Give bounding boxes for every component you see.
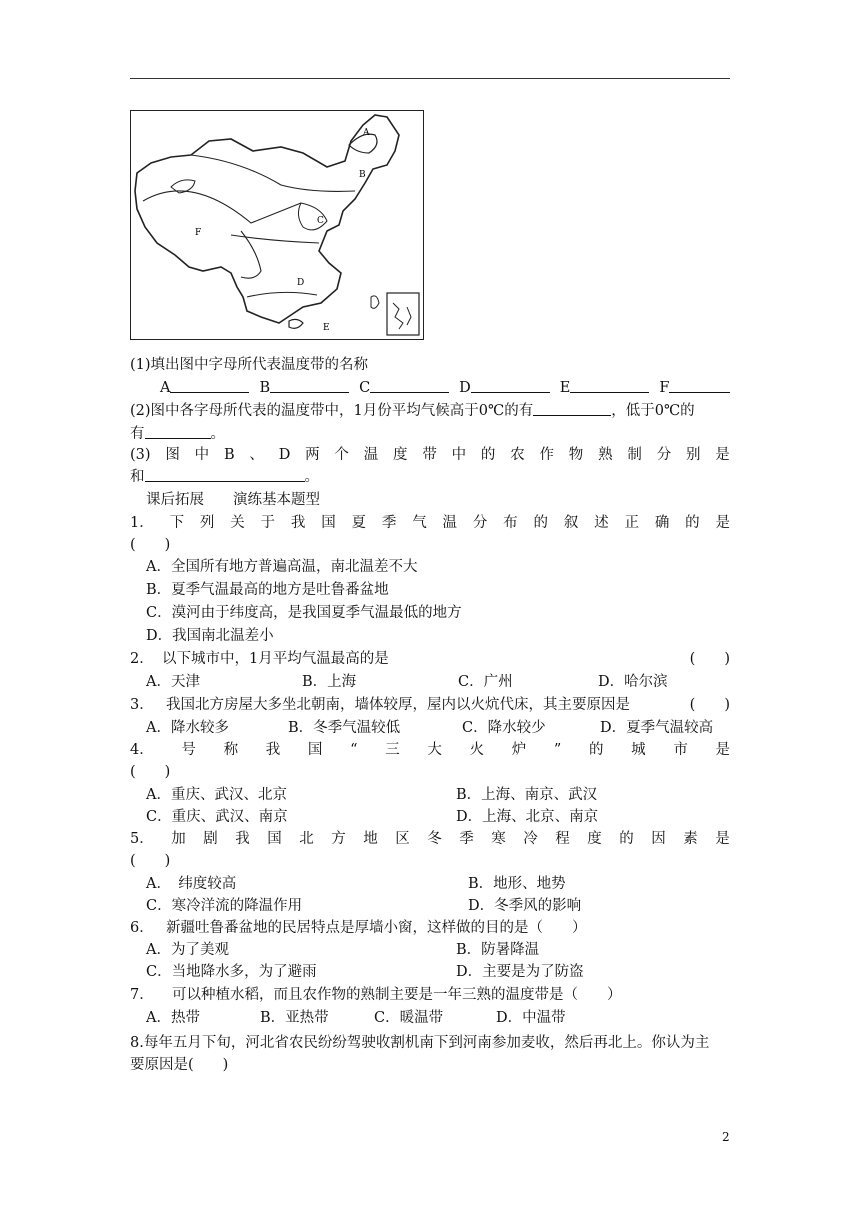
stem-char: 国 bbox=[307, 742, 323, 758]
question-1-answer-paren[interactable]: ( ) bbox=[130, 537, 171, 553]
stem-char: 气 bbox=[412, 515, 427, 531]
question-number: 1． bbox=[130, 515, 154, 531]
stem-char: 大 bbox=[427, 742, 442, 758]
stem-char: 区 bbox=[395, 831, 410, 847]
q1-blank-e[interactable] bbox=[570, 378, 649, 393]
stem-char: 我 bbox=[235, 831, 250, 847]
stem-char: “ bbox=[350, 742, 358, 758]
stem-char: 夏 bbox=[351, 515, 367, 531]
question-2-stem bbox=[130, 649, 730, 669]
stem-char: 加 bbox=[171, 831, 186, 847]
stem-char: 三 bbox=[385, 742, 400, 758]
china-temperature-zone-map bbox=[130, 110, 424, 340]
question-8-stem bbox=[130, 1033, 730, 1053]
page-number: 2 bbox=[722, 1130, 730, 1144]
question-5-options-row-2 bbox=[146, 896, 730, 916]
stem-char: 称 bbox=[223, 742, 239, 758]
question-number: 4． bbox=[130, 742, 154, 758]
zone-label-e: E bbox=[323, 323, 330, 333]
stem-char: 我 bbox=[265, 742, 281, 758]
zone-label-c: C bbox=[317, 216, 324, 226]
question-6-options-row-2 bbox=[146, 962, 730, 982]
q1-blank-d[interactable] bbox=[471, 378, 550, 393]
question-7-text: 可以种植水稻，而且农作物的熟制主要是一年三熟的温度带是（ ） bbox=[172, 987, 622, 1003]
q1-text: (1)填出图中字母所代表温度带的名称 bbox=[130, 357, 369, 373]
stem-char: 的 bbox=[588, 742, 604, 758]
q3-char: 别 bbox=[685, 447, 701, 463]
q3-char: B bbox=[223, 447, 235, 463]
question-6-option-a[interactable]: A．为了美观 bbox=[146, 942, 229, 958]
question-4-option-a[interactable]: A．重庆、武汉、北京 bbox=[146, 787, 287, 803]
stem-char: 北 bbox=[299, 831, 314, 847]
question-4-option-d[interactable]: D．上海、北京、南京 bbox=[456, 809, 599, 825]
stem-char: 述 bbox=[594, 515, 609, 531]
question-number: 2． bbox=[130, 651, 154, 667]
question-7-option-d[interactable]: D．中温带 bbox=[496, 1010, 566, 1026]
zone-label-d: D bbox=[297, 278, 305, 288]
question-number: 8. bbox=[130, 1035, 144, 1051]
stem-char: 素 bbox=[683, 831, 698, 847]
stem-char: 冷 bbox=[523, 831, 538, 847]
question-4-option-c[interactable]: C．重庆、武汉、南京 bbox=[146, 809, 288, 825]
question-2-answer-paren[interactable]: ( ) bbox=[689, 651, 730, 667]
question-2-option-d[interactable]: D．哈尔滨 bbox=[598, 674, 668, 690]
q1-label-d: D bbox=[459, 380, 471, 396]
q3-text-end: 。 bbox=[304, 469, 319, 485]
q1-blank-a[interactable] bbox=[170, 378, 249, 393]
question-7-option-c[interactable]: C．暖温带 bbox=[374, 1010, 444, 1026]
q2-text-b: ，低于0℃的 bbox=[611, 403, 695, 419]
stem-char: 的 bbox=[619, 831, 634, 847]
question-2-text: 以下城市中，1月平均气温最高的是 bbox=[162, 651, 389, 667]
question-4-option-b[interactable]: B．上海、南京、武汉 bbox=[456, 787, 598, 803]
zone-label-a: A bbox=[363, 128, 370, 138]
question-5-option-a[interactable]: A． 纬度较高 bbox=[146, 876, 237, 892]
question-8-text-line1: 每年五月下旬，河北省农民纷纷驾驶收割机南下到河南参加麦收，然后再北上。你认为主 bbox=[143, 1035, 710, 1051]
question-2-options bbox=[146, 672, 730, 692]
q1-blank-c[interactable] bbox=[370, 378, 449, 393]
stem-char: 是 bbox=[715, 831, 730, 847]
stem-char: 国 bbox=[267, 831, 282, 847]
question-2-option-b[interactable]: B．上海 bbox=[302, 674, 357, 690]
question-number: 3． bbox=[130, 697, 154, 713]
q2-row bbox=[130, 401, 730, 421]
q3-char: 物 bbox=[568, 447, 584, 463]
q3-char: 图 bbox=[165, 447, 180, 463]
stem-char: 正 bbox=[624, 515, 639, 531]
question-1-option-a[interactable]: A．全国所有地方普遍高温，南北温差不大 bbox=[146, 559, 418, 575]
question-5-option-c[interactable]: C．寒冷洋流的降温作用 bbox=[146, 898, 303, 914]
stem-char: 城 bbox=[631, 742, 646, 758]
question-3-answer-paren[interactable]: ( ) bbox=[689, 697, 730, 713]
q1-label-c: C bbox=[359, 380, 371, 396]
stem-char: 市 bbox=[673, 742, 688, 758]
question-5-answer-paren[interactable]: ( ) bbox=[130, 853, 171, 869]
stem-char: 火 bbox=[469, 742, 485, 758]
q3-text-and: 和 bbox=[130, 469, 145, 485]
q3-blank-crop-maturity[interactable] bbox=[145, 467, 305, 482]
q3-char: 分 bbox=[656, 447, 672, 463]
q3-char: 个 bbox=[334, 447, 349, 463]
question-1-stem bbox=[130, 513, 730, 533]
question-5-options-row-1 bbox=[146, 874, 730, 894]
q2-text-a: (2)图中各字母所代表的温度带中，1月份平均气候高于0℃的有 bbox=[130, 403, 534, 419]
q3-char: 的 bbox=[480, 447, 496, 463]
stem-char: 剧 bbox=[203, 831, 218, 847]
question-4-answer-paren[interactable]: ( ) bbox=[130, 764, 171, 780]
question-3-option-a[interactable]: A．降水较多 bbox=[146, 720, 229, 736]
question-4-stem bbox=[130, 740, 730, 760]
question-1-option-b[interactable]: B．夏季气温最高的地方是吐鲁番盆地 bbox=[146, 582, 389, 598]
stem-char: 因 bbox=[651, 831, 666, 847]
stem-char: 炉 bbox=[511, 742, 527, 758]
q3-char: 熟 bbox=[598, 447, 613, 463]
q1-label-a: A bbox=[160, 380, 171, 396]
stem-char: 国 bbox=[321, 515, 336, 531]
q2-text-c: 有 bbox=[130, 426, 145, 442]
stem-char: ” bbox=[553, 742, 562, 758]
question-5-option-d[interactable]: D．冬季风的影响 bbox=[468, 898, 582, 914]
question-7-options bbox=[146, 1008, 730, 1028]
question-3-text: 我国北方房屋大多坐北朝南，墙体较厚，屋内以火炕代床，其主要原因是 bbox=[166, 697, 630, 713]
stem-char: 寒 bbox=[491, 831, 506, 847]
question-number: 6． bbox=[130, 920, 154, 936]
stem-char: 是 bbox=[715, 742, 730, 758]
question-6-option-d[interactable]: D．主要是为了防盗 bbox=[456, 964, 584, 980]
question-3-option-b[interactable]: B．冬季气温较低 bbox=[288, 720, 401, 736]
stem-char: 号 bbox=[181, 742, 196, 758]
q3-char: 两 bbox=[305, 447, 320, 463]
question-6-stem bbox=[130, 918, 730, 938]
question-number: 5． bbox=[130, 831, 154, 847]
question-5-option-b[interactable]: B．地形、地势 bbox=[468, 876, 566, 892]
question-6-option-c[interactable]: C．当地降水多，为了避雨 bbox=[146, 964, 317, 980]
q2-row-2 bbox=[130, 424, 730, 444]
china-map-outline bbox=[131, 111, 423, 339]
stem-char: 季 bbox=[459, 831, 474, 847]
q3-char: (3) bbox=[130, 447, 151, 463]
question-6-option-b[interactable]: B．防暑降温 bbox=[456, 942, 540, 958]
q1-label-f: F bbox=[659, 380, 670, 396]
question-4-options-row-1 bbox=[146, 785, 730, 805]
q3-char: 制 bbox=[627, 447, 642, 463]
q3-char: 作 bbox=[539, 447, 554, 463]
question-2-option-c[interactable]: C．广州 bbox=[458, 674, 513, 690]
q3-char: 中 bbox=[194, 447, 210, 463]
q3-char: 度 bbox=[393, 447, 408, 463]
stem-char: 季 bbox=[381, 515, 397, 531]
q2-text-d: 。 bbox=[210, 426, 225, 442]
q3-char: 中 bbox=[451, 447, 467, 463]
question-7-option-a[interactable]: A．热带 bbox=[146, 1010, 200, 1026]
question-6-options-row-1 bbox=[146, 940, 730, 960]
stem-char: 下 bbox=[169, 515, 185, 531]
question-6-text: 新疆吐鲁番盆地的民居特点是厚墙小窗，这样做的目的是（ ） bbox=[166, 920, 587, 936]
question-3-option-c[interactable]: C．降水较少 bbox=[462, 720, 546, 736]
question-number: 7． bbox=[130, 987, 154, 1003]
q1-label-e: E bbox=[559, 380, 571, 396]
q3-char: 温 bbox=[363, 447, 379, 463]
q3-row bbox=[130, 445, 730, 465]
q2-blank-below-zero[interactable] bbox=[145, 424, 211, 439]
stem-char: 冬 bbox=[427, 831, 442, 847]
question-3-options bbox=[146, 718, 730, 738]
question-3-option-d[interactable]: D．夏季气温较高 bbox=[600, 720, 714, 736]
stem-char: 关 bbox=[230, 515, 245, 531]
stem-char: 度 bbox=[587, 831, 602, 847]
q3-char: 农 bbox=[510, 447, 525, 463]
question-4-options-row-2 bbox=[146, 807, 730, 827]
question-7-option-b[interactable]: B．亚热带 bbox=[260, 1010, 329, 1026]
question-8-text-line2: 要原因是( ) bbox=[130, 1057, 229, 1073]
question-1-option-c[interactable]: C．漠河由于纬度高，是我国夏季气温最低的地方 bbox=[146, 605, 462, 621]
section-title: 课后拓展 演练基本题型 bbox=[146, 492, 320, 508]
q3-char: 带 bbox=[422, 447, 437, 463]
stem-char: 是 bbox=[715, 515, 730, 531]
q2-blank-above-zero[interactable] bbox=[533, 401, 611, 416]
stem-char: 方 bbox=[331, 831, 346, 847]
stem-char: 于 bbox=[260, 515, 276, 531]
question-7-stem bbox=[130, 985, 730, 1005]
q3-char: 是 bbox=[715, 447, 730, 463]
question-2-option-a[interactable]: A．天津 bbox=[146, 674, 200, 690]
question-5-stem bbox=[130, 829, 730, 849]
q1-blank-f[interactable] bbox=[669, 378, 730, 393]
stem-char: 的 bbox=[685, 515, 700, 531]
q1-blanks-row bbox=[160, 378, 730, 398]
zone-label-f: F bbox=[195, 228, 202, 238]
q1-label-b: B bbox=[259, 380, 271, 396]
q3-char: 、 bbox=[249, 447, 264, 463]
q1-blank-b[interactable] bbox=[270, 378, 349, 393]
stem-char: 温 bbox=[442, 515, 458, 531]
q3-char: D bbox=[278, 447, 291, 463]
stem-char: 我 bbox=[290, 515, 306, 531]
question-3-stem bbox=[130, 695, 730, 715]
stem-char: 程 bbox=[555, 831, 570, 847]
stem-char: 列 bbox=[199, 515, 215, 531]
stem-char: 布 bbox=[503, 515, 518, 531]
stem-char: 确 bbox=[654, 515, 670, 531]
q3-row-2 bbox=[130, 467, 730, 487]
zone-label-b: B bbox=[359, 170, 366, 180]
stem-char: 叙 bbox=[563, 515, 579, 531]
stem-char: 的 bbox=[533, 515, 548, 531]
stem-char: 分 bbox=[472, 515, 488, 531]
stem-char: 地 bbox=[363, 831, 378, 847]
question-1-option-d[interactable]: D．我国南北温差小 bbox=[146, 628, 274, 644]
header-rule bbox=[130, 78, 730, 79]
